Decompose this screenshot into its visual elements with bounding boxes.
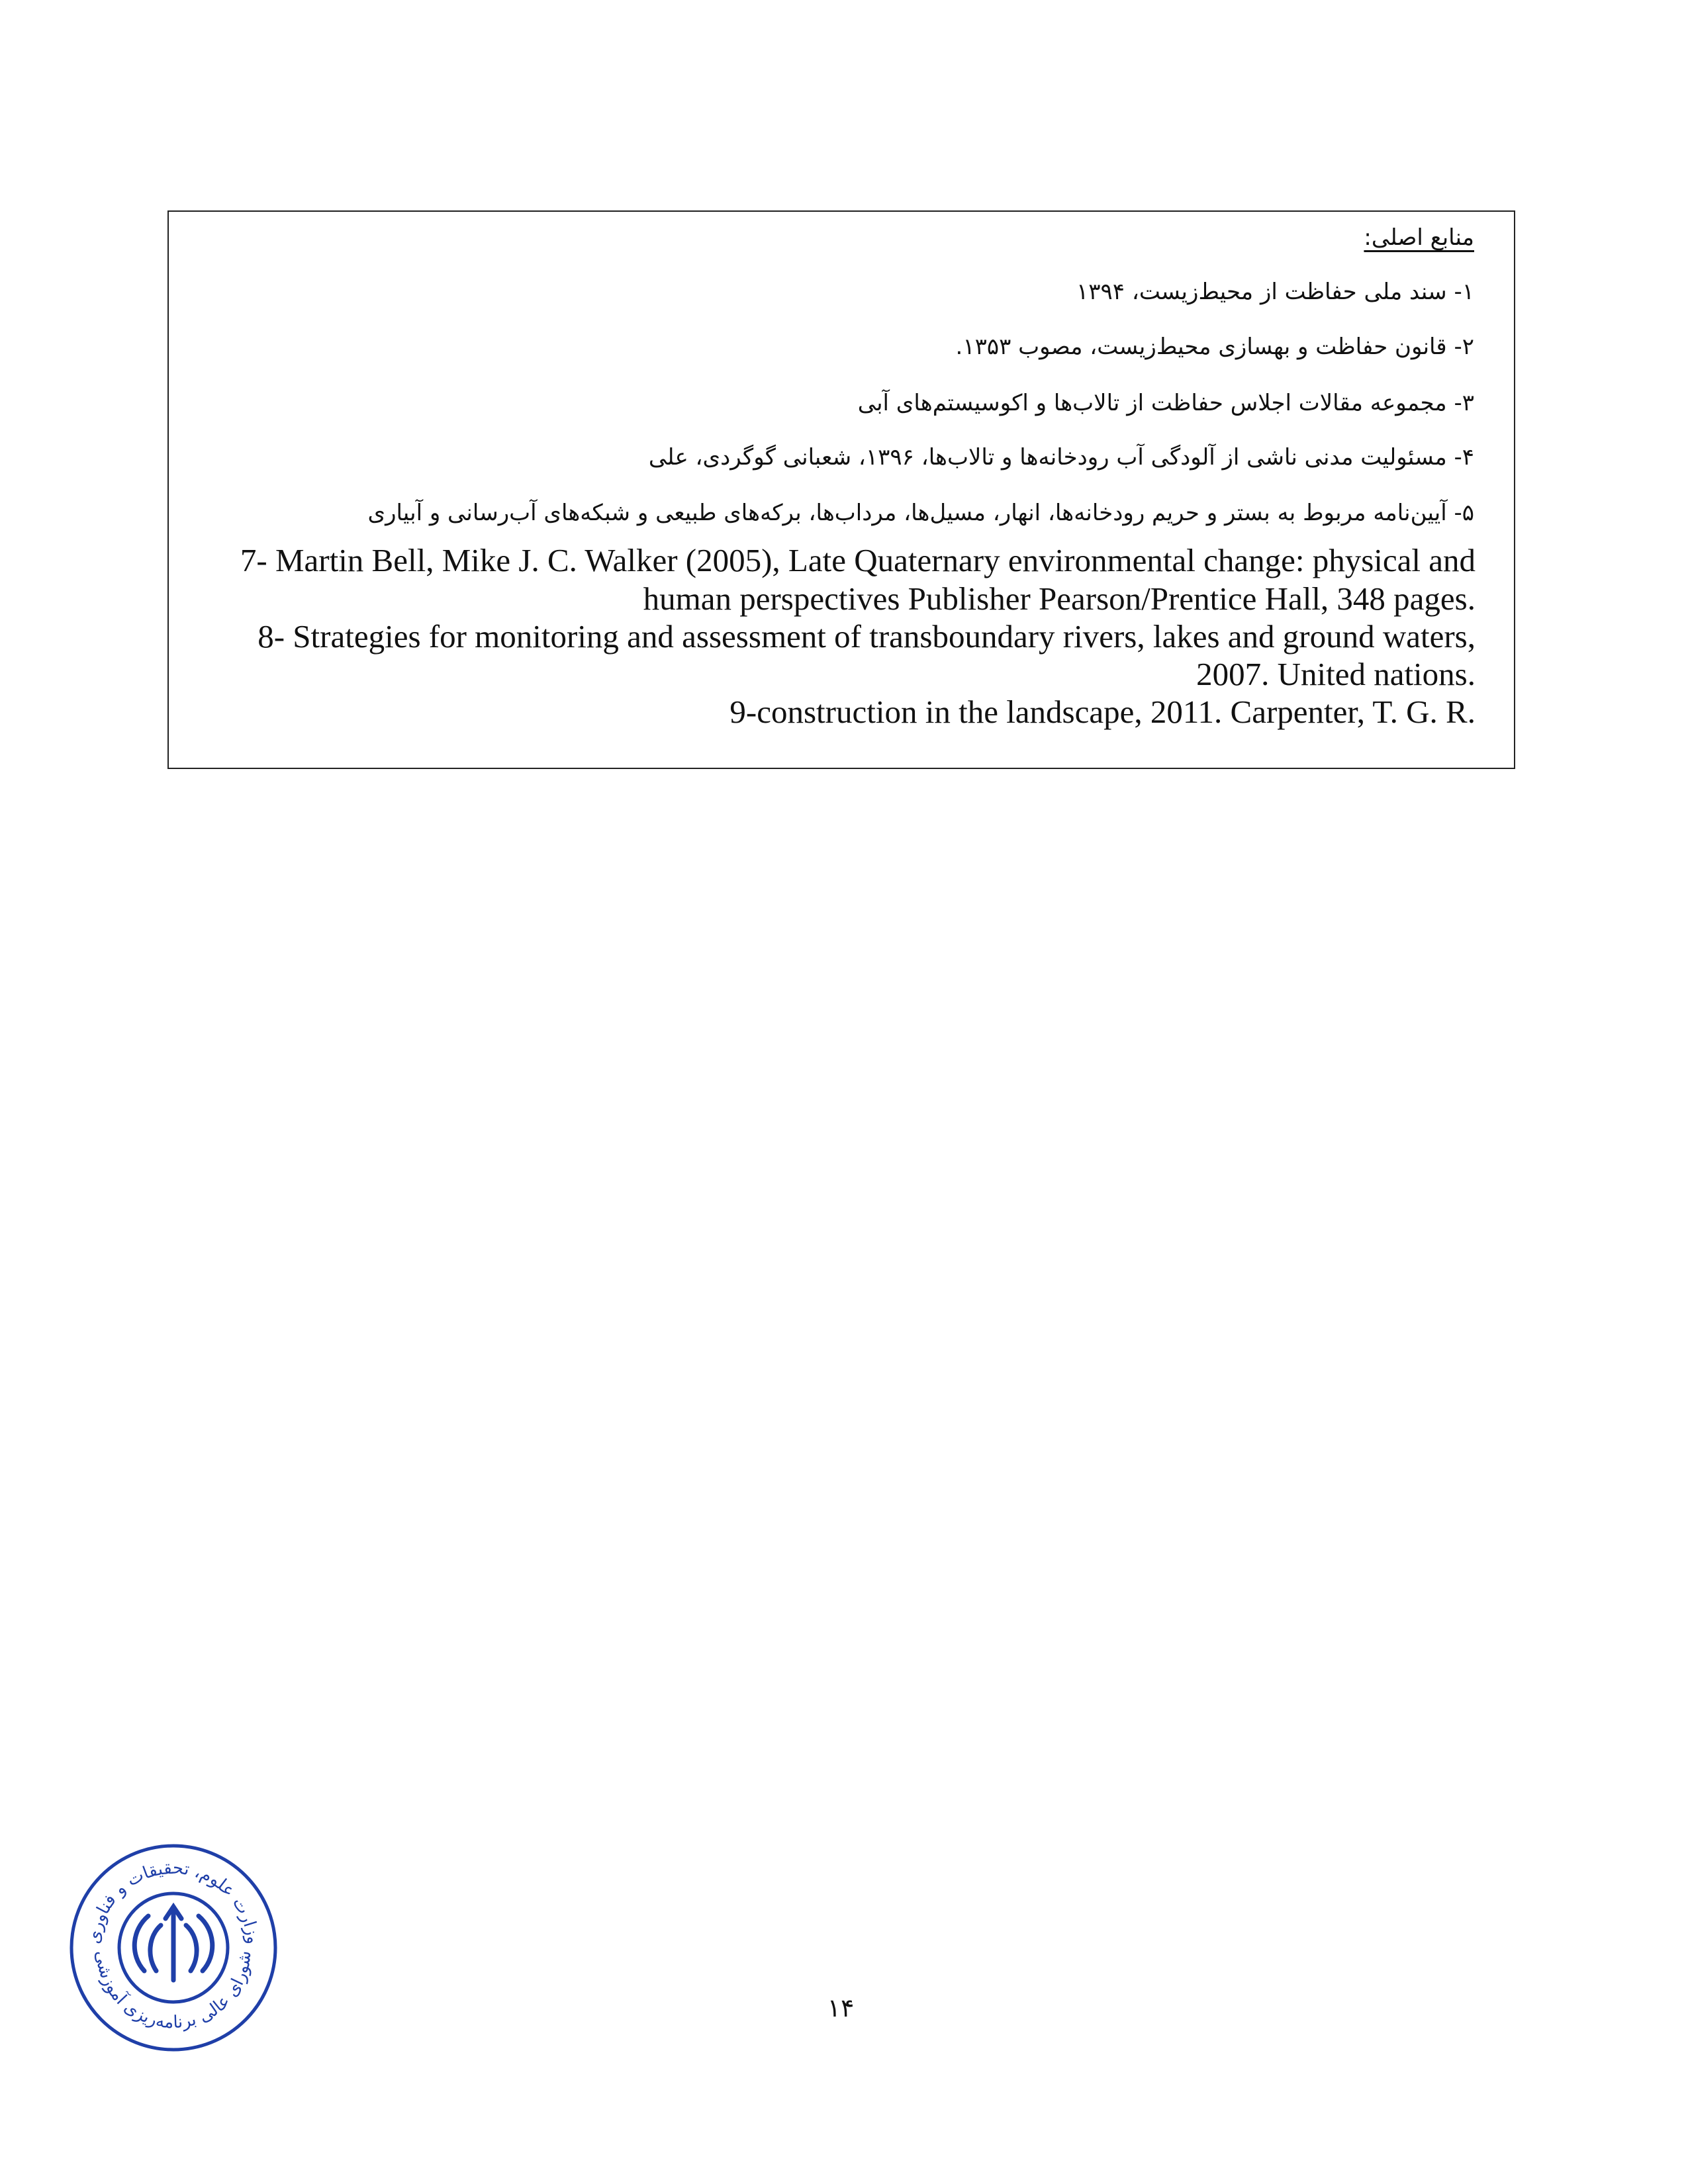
persian-reference-5: ۵- آیین‌نامه مربوط به بستر و حریم رودخانه‌ها، انهار، مسیل‌ها، مرداب‌ها، برکه‌های طبیعی و شبکه‌های آب‌رسانی و آبیاری (367, 500, 1474, 526)
ministry-seal (61, 1835, 286, 2060)
page-number: ۱۴ (827, 1993, 855, 2023)
emblem-icon (134, 1907, 212, 1980)
english-reference-7-line-1: 7- Martin Bell, Mike J. C. Walker (2005), Late Quaternary environmental change: physical and (240, 542, 1476, 578)
references-box (167, 210, 1515, 769)
english-reference-8-line-1: 8- Strategies for monitoring and assessment of transboundary rivers, lakes and ground waters, (258, 618, 1476, 655)
references-heading: منابع اصلی: (1364, 224, 1474, 251)
persian-reference-4: ۴- مسئولیت مدنی ناشی از آلودگی آب رودخانه‌ها و تالاب‌ها، ۱۳۹۶، شعبانی گوگردی، علی (648, 444, 1474, 471)
persian-reference-2: ۲- قانون حفاظت و بهسازی محیط‌زیست، مصوب ۱۳۵۳. (955, 334, 1474, 360)
seal-top-text: وزارت علوم، تحقیقات و فناوری (83, 1858, 263, 1945)
english-reference-8-line-2: 2007. United nations. (1196, 656, 1476, 692)
persian-reference-1: ۱- سند ملی حفاظت از محیط‌زیست، ۱۳۹۴ (1076, 279, 1474, 305)
persian-reference-3: ۳- مجموعه مقالات اجلاس حفاظت از تالاب‌ها و اکوسیستم‌های آبی (857, 390, 1474, 416)
english-reference-9: 9-construction in the landscape, 2011. Carpenter, T. G. R. (729, 694, 1476, 730)
english-reference-7-line-2: human perspectives Publisher Pearson/Prentice Hall, 348 pages. (643, 580, 1476, 617)
seal-graphic (61, 1835, 286, 2060)
seal-bottom-text: شورای عالی برنامه‌ریزی آموزشی (91, 1950, 256, 2033)
